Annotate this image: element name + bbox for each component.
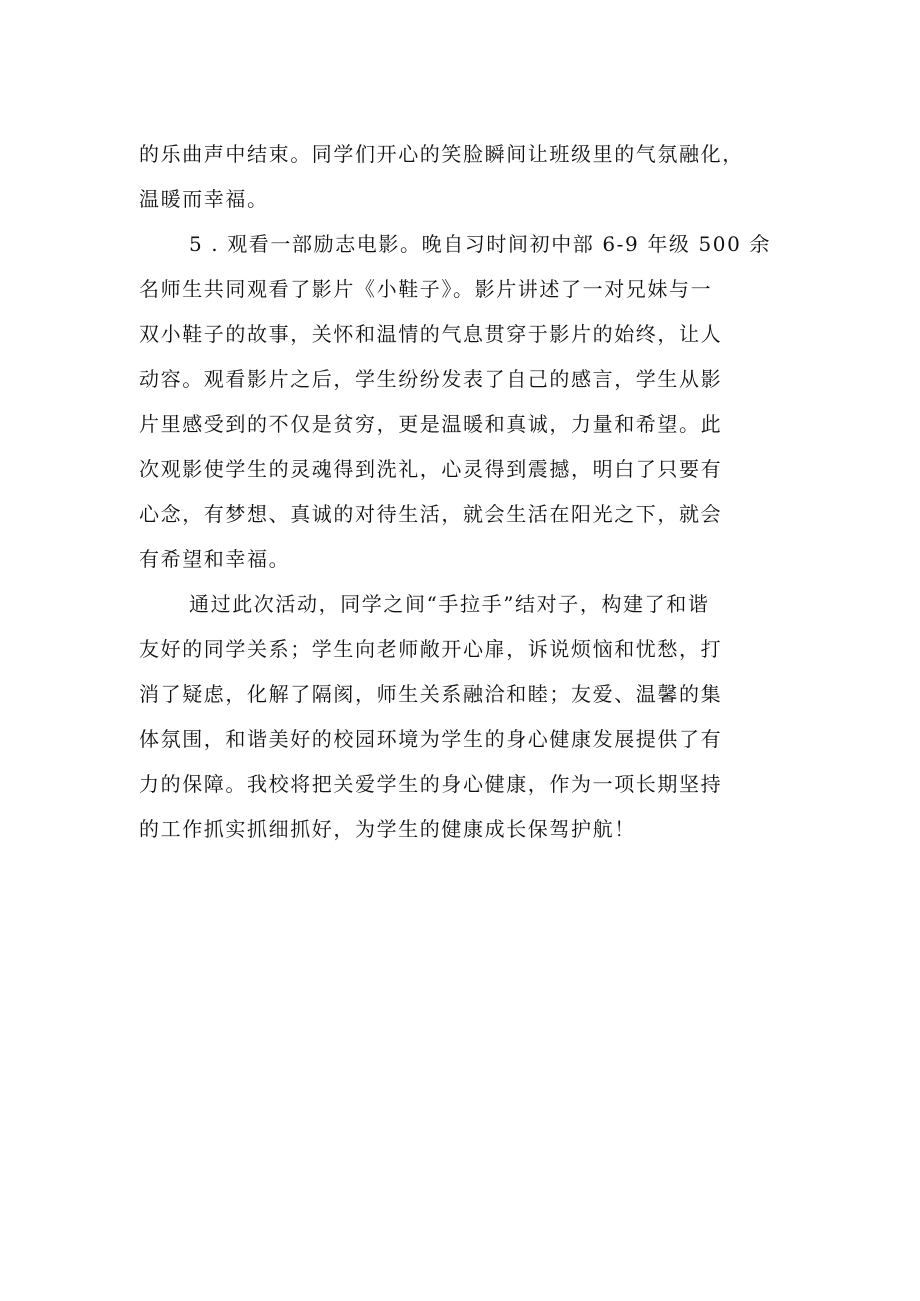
text-line: 通过此次活动，同学之间“手拉手”结对子，构建了和谐	[189, 592, 710, 616]
paragraph-2	[139, 222, 789, 582]
text-line: 的工作抓实抓细抓好，为学生的健康成长保驾护航！	[139, 817, 636, 841]
paragraph-3	[139, 582, 789, 852]
text-line: 片里感受到的不仅是贫穷，更是温暖和真诚，力量和希望。此	[139, 412, 723, 436]
document-body	[139, 132, 789, 852]
text-line: 名师生共同观看了影片《小鞋子》。影片讲述了一对兄妹与一	[139, 277, 713, 301]
text-line: 体氛围，和谐美好的校园环境为学生的身心健康发展提供了有	[139, 727, 723, 751]
paragraph-1	[139, 132, 789, 222]
text-line: 5 . 观看一部励志电影。晚自习时间初中部 6-9 年级 500 余	[189, 232, 772, 256]
text-line: 消了疑虑，化解了隔阂，师生关系融洽和睦；友爱、温馨的集	[139, 682, 723, 706]
text-line: 的乐曲声中结束。同学们开心的笑脸瞬间让班级里的气氛融化，	[139, 142, 744, 166]
text-line: 温暖而幸福。	[139, 187, 269, 211]
text-line: 力的保障。我校将把关爱学生的身心健康，作为一项长期坚持	[139, 772, 723, 796]
text-line: 有希望和幸福。	[139, 547, 291, 571]
text-line: 动容。观看影片之后，学生纷纷发表了自己的感言，学生从影	[139, 367, 723, 391]
text-line: 次观影使学生的灵魂得到洗礼，心灵得到震撼，明白了只要有	[139, 457, 723, 481]
text-line: 心念，有梦想、真诚的对待生活，就会生活在阳光之下，就会	[139, 502, 723, 526]
text-line: 双小鞋子的故事，关怀和温情的气息贯穿于影片的始终，让人	[139, 322, 723, 346]
text-line: 友好的同学关系；学生向老师敞开心扉，诉说烦恼和忧愁，打	[139, 637, 723, 661]
